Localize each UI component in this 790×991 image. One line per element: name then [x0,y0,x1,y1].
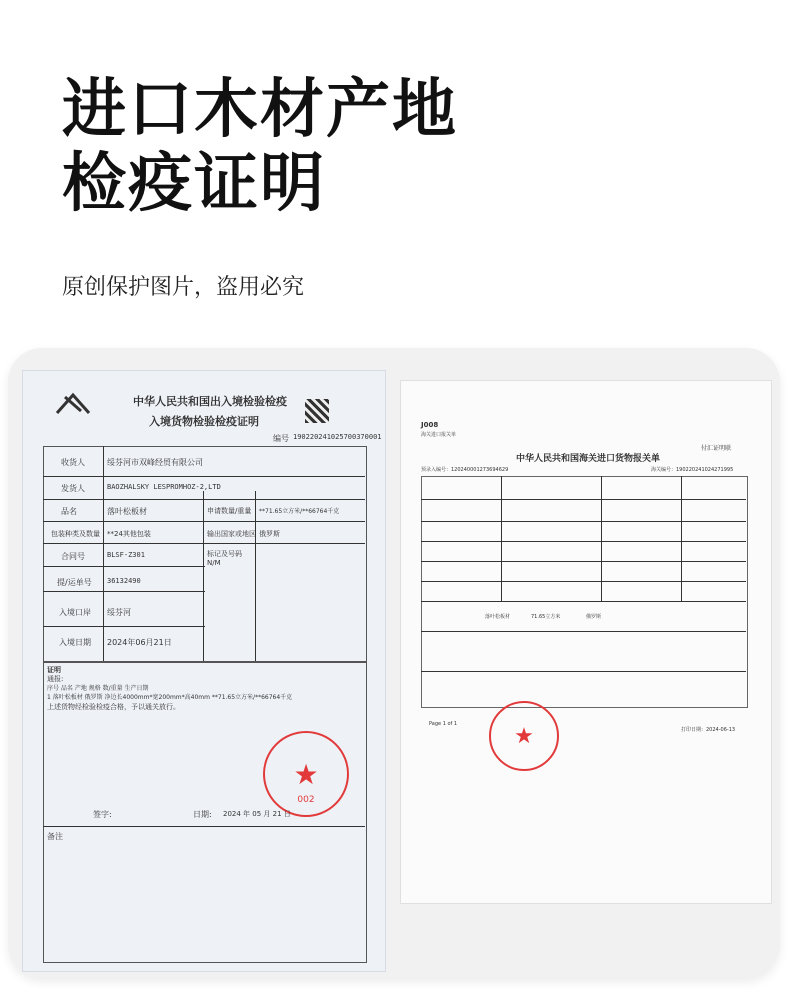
desc-label: 证明 [47,666,61,674]
row-value: 绥芬河市双峰经贸有限公司 [107,458,203,467]
row-value: BLSF-Z301 [107,551,145,559]
customs-declaration [400,380,772,904]
row-label: 合同号 [61,552,85,561]
decl-corner: 付汇证明联 [701,445,732,452]
red-stamp-right: ★ [489,701,559,771]
row-value: 36132490 [107,577,141,585]
qr-code-icon [305,399,329,423]
desc-line: 序号 品名 产地 规格 数/重量 生产日期 [47,685,149,692]
cert-number-label: 编号 [273,434,289,443]
cert-number-value: 190220241025700370001 [293,433,382,441]
doc-code: J008 [421,421,439,429]
goods-quantity: 71.65立方米 [531,614,561,620]
weight-value: **71.65立方米/**66764千克 [259,508,340,515]
row-label: 包装种类及数量 [51,530,100,538]
goods-name: 落叶松板材 [485,614,511,620]
customs-number: 海关编号：190220241024271995 [651,467,734,473]
red-stamp: ★ 002 [263,731,349,817]
doc-subcode: 海关进口报关单 [421,432,457,438]
row-label: 提/运单号 [57,578,92,587]
emblem-icon [53,389,93,419]
marks-label: 标记及号码 [207,550,242,558]
date-value: 2024 年 05 月 21 日 [223,810,291,818]
row-label: 品名 [61,507,77,516]
goods-origin: 俄罗斯 [586,614,602,620]
desc-line: 1 落叶松板材 俄罗斯 净边长4000mm*宽200mm*高40mm **71.65立方米/**66764千克 [47,694,293,701]
row-value: **24其他包装 [107,530,151,538]
cert-header2: 入境货物检验检疫证明 [149,415,259,428]
cert-table [43,446,367,663]
row-value: 2024年06月21日 [107,638,172,647]
remark-label: 备注 [47,832,63,841]
row-value: BAOZHALSKY LESPROMHOZ-2,LTD [107,483,221,491]
pre-record: 预录入编号：120240001273694629 [421,467,509,473]
row-value: 绥芬河 [107,608,131,617]
origin-value: 俄罗斯 [259,530,280,538]
decl-header: 中华人民共和国海关进口货物报关单 [516,454,661,464]
cert-header1: 中华人民共和国出入境检验检疫 [133,395,287,408]
row-label: 入境口岸 [59,608,91,617]
desc-line: 通报: [47,675,64,683]
date-label: 日期: [193,810,212,819]
row-label: 发货人 [61,484,85,493]
inspection-certificate [22,370,386,972]
desc-line: 上述货物经检验检疫合格，予以通关放行。 [47,703,180,711]
row-value: 落叶松板材 [107,507,147,516]
decl-table [421,476,748,708]
weight-label: 申请数量/重量 [207,507,252,515]
sign-label: 签字: [93,810,112,819]
origin-label: 输出国家或地区 [207,530,256,538]
page-title-line2: 检疫证明 [62,147,326,221]
page-indicator: Page 1 of 1 [429,721,458,727]
print-date: 打印日期：2024-06-13 [681,727,736,733]
page-subtitle: 原创保护图片，盗用必究 [62,275,305,300]
row-label: 收货人 [61,458,85,467]
page-title-line1: 进口木材产地 [62,73,458,147]
stamp-text: 002 [297,795,315,805]
row-label: 入境日期 [59,638,91,647]
marks-value: N/M [207,559,221,567]
